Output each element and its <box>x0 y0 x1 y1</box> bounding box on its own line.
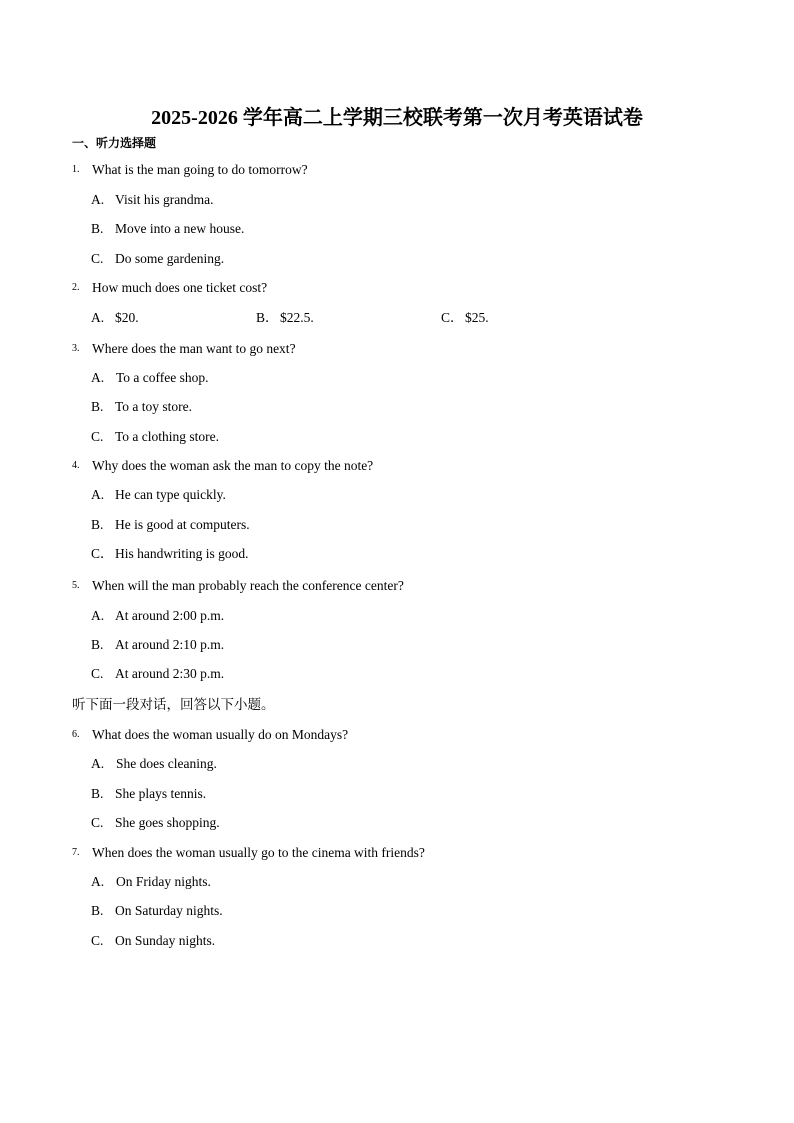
option-letter: C. <box>91 251 104 266</box>
option-letter: C． <box>441 310 464 325</box>
question-text: Where does the man want to go next? <box>92 341 296 356</box>
question-number: 5. <box>72 580 80 591</box>
option-letter: B. <box>91 786 104 801</box>
listening-instruction: 听下面一段对话，回答以下小题。 <box>72 697 275 713</box>
question-text: What is the man going to do tomorrow? <box>92 162 308 177</box>
option-text: She does cleaning. <box>116 756 217 771</box>
question-number: 2. <box>72 282 80 293</box>
option-text: On Sunday nights. <box>115 933 216 948</box>
question-number: 1. <box>72 164 80 175</box>
option-letter: A. <box>91 487 105 502</box>
option-letter: B． <box>256 310 279 325</box>
option-text: $20. <box>115 310 139 325</box>
option-letter: C. <box>91 429 104 444</box>
option-letter: B. <box>91 221 104 236</box>
option-text: On Saturday nights. <box>115 903 223 918</box>
question-text: How much does one ticket cost? <box>92 280 268 295</box>
option-text: To a coffee shop. <box>116 370 209 385</box>
question-text: What does the woman usually do on Mondays? <box>92 727 349 742</box>
option-text: $25. <box>465 310 489 325</box>
option-letter: C. <box>91 666 104 681</box>
option-text: To a clothing store. <box>115 429 220 444</box>
option-text: She plays tennis. <box>115 786 207 801</box>
page-title: 2025-2026 学年高二上学期三校联考第一次月考英语试卷 <box>151 107 643 129</box>
option-text: On Friday nights. <box>116 874 211 889</box>
option-text: Visit his grandma. <box>115 192 214 207</box>
question-text: Why does the woman ask the man to copy the note? <box>92 458 374 473</box>
option-text: $22.5. <box>280 310 314 325</box>
option-letter: A. <box>91 874 105 889</box>
section-heading: 一、听力选择题 <box>72 136 157 150</box>
question-text: When will the man probably reach the conference center? <box>92 578 404 593</box>
question-text: When does the woman usually go to the cinema with friends? <box>92 845 425 860</box>
option-letter: A. <box>91 310 105 325</box>
option-text: She goes shopping. <box>115 815 220 830</box>
option-text: His handwriting is good. <box>115 546 249 561</box>
question-number: 6. <box>72 729 80 740</box>
option-text: Move into a new house. <box>115 221 245 236</box>
option-text: At around 2:10 p.m. <box>115 637 225 652</box>
option-letter: A. <box>91 370 105 385</box>
option-text: He can type quickly. <box>115 487 226 502</box>
option-text: At around 2:00 p.m. <box>115 608 225 623</box>
option-text: Do some gardening. <box>115 251 225 266</box>
question-number: 3. <box>72 343 80 354</box>
option-letter: A. <box>91 192 105 207</box>
question-number: 4. <box>72 460 80 471</box>
option-text: He is good at computers. <box>115 517 250 532</box>
option-letter: A. <box>91 608 105 623</box>
option-letter: B. <box>91 637 104 652</box>
question-number: 7. <box>72 847 80 858</box>
option-letter: C. <box>91 933 104 948</box>
option-letter: A. <box>91 756 105 771</box>
option-letter: C． <box>91 546 114 561</box>
option-text: To a toy store. <box>115 399 193 414</box>
option-letter: B. <box>91 517 104 532</box>
option-letter: B. <box>91 399 104 414</box>
option-letter: C. <box>91 815 104 830</box>
option-text: At around 2:30 p.m. <box>115 666 225 681</box>
option-letter: B. <box>91 903 104 918</box>
